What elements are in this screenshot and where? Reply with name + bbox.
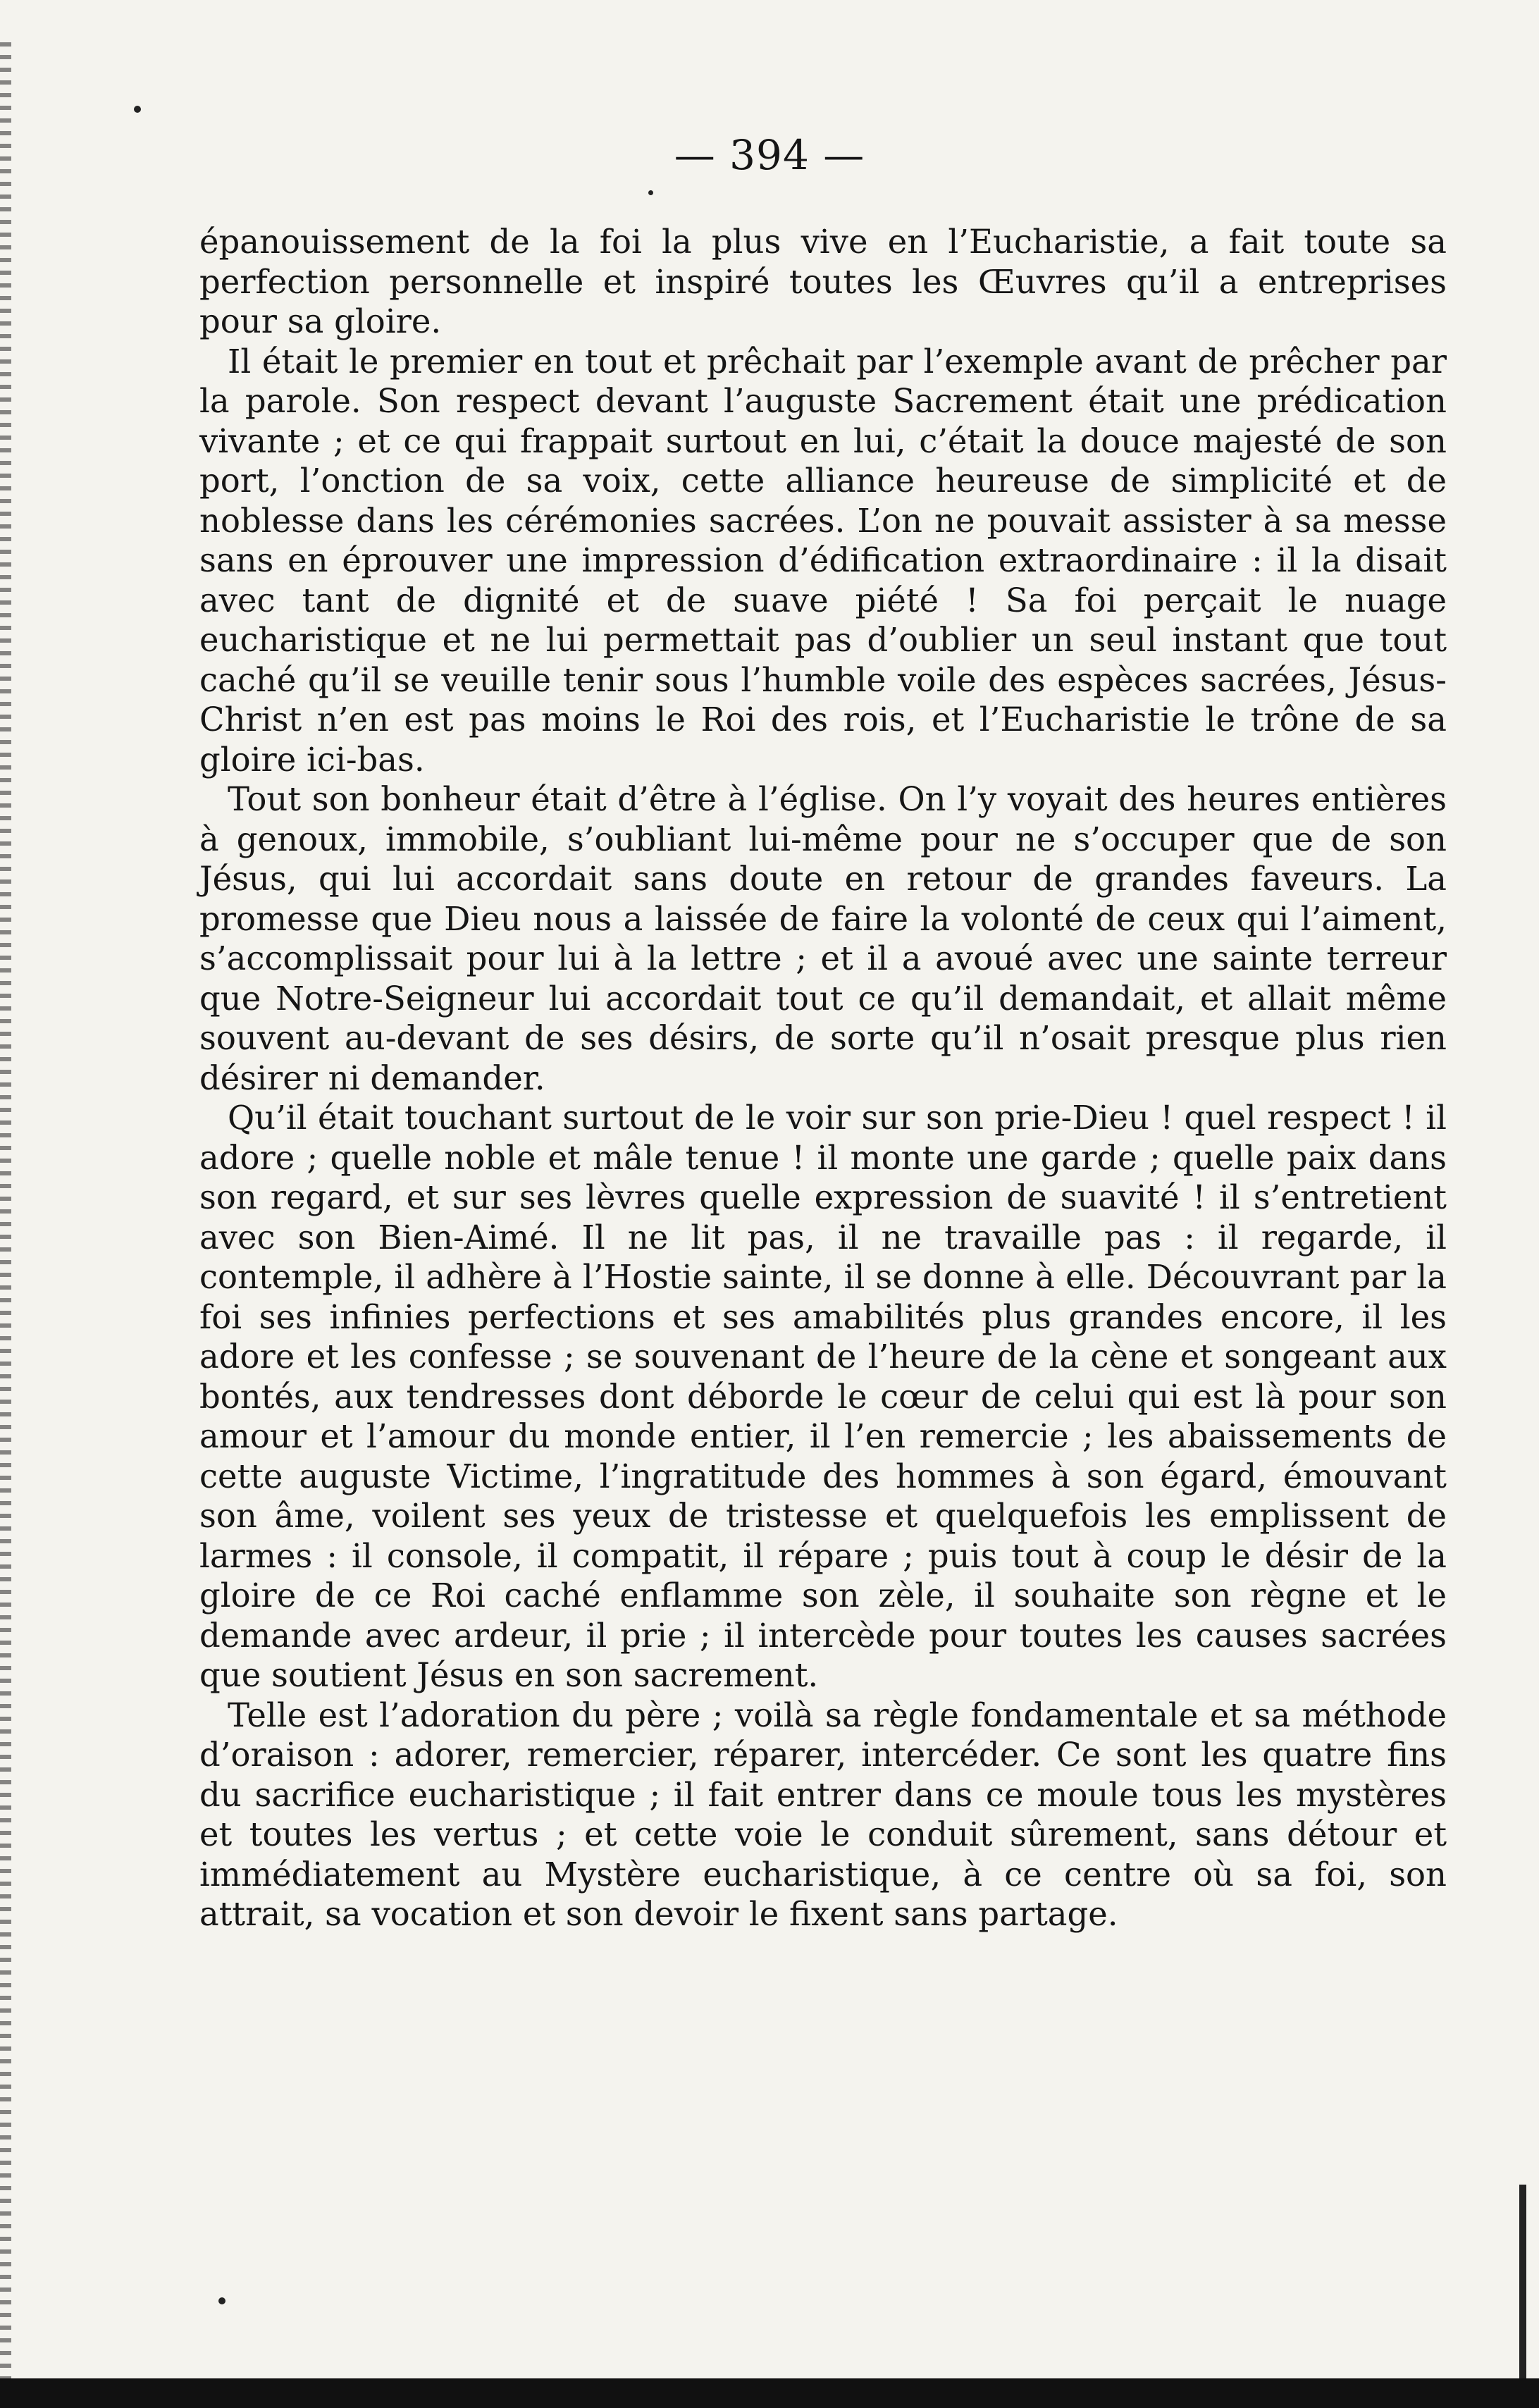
page-number: — 394 — [674,131,865,179]
paragraph: Tout son bonheur était d’être à l’église. On l’y voyait des heures entières à genoux, immobile, s’oubliant lui-même pour ne s’occuper que de son Jésus, qui lui accordait sans doute en retour de grandes faveurs. La promesse que Dieu nous a laissée de faire la volonté de ceux qui l’aiment, s’accomplissait pour lui à la lettre ; et il a avoué avec une sainte terreur que Notre-Seigneur lui accordait tout ce qu’il demandait, et allait même souvent au-devant de ses désirs, de sorte qu’il n’osait presque plus rien désirer ni demander. [199,780,1447,1097]
paragraph: Il était le premier en tout et prêchait par l’exemple avant de prêcher par la parole. Son respect devant l’auguste Sacrement était une prédication vivante ; et ce qui frappait surtout en lui, c’était la douce majesté de son port, l’onction de sa voix, cette alliance heureuse de simplicité et de noblesse dans les cérémonies sacrées. L’on ne pouvait assister à sa messe sans en éprouver une impression d’édification extraordinaire : il la disait avec tant de dignité et de suave piété ! Sa foi perçait le nuage eucharistique et ne lui permettait pas d’oublier un seul instant que tout caché qu’il se veuille tenir sous l’humble voile des espèces sacrées, Jésus-Christ n’en est pas moins le Roi des rois, et l’Eucharistie le trône de sa gloire ici-bas. [199,342,1447,779]
body-text [199,222,1447,1934]
speck-mark [648,190,653,195]
scan-left-edge [0,42,11,2389]
speck-mark [218,2297,225,2304]
scan-bottom-edge [0,2378,1539,2408]
scan-right-edge [1519,2185,1526,2378]
paragraph: Telle est l’adoration du père ; voilà sa règle fondamentale et sa méthode d’oraison : adorer, remercier, réparer, intercéder. Ce sont les quatre fins du sacrifice eucharistique ; il fait entrer dans ce moule tous les mystères et toutes les vertus ; et cette voie le conduit sûrement, sans détour et immédiatement au Mystère eucharistique, à ce centre où sa foi, son attrait, sa vocation et son devoir le fixent sans partage. [199,1696,1447,1933]
speck-mark [134,106,141,113]
paragraph: Qu’il était touchant surtout de le voir sur son prie-Dieu ! quel respect ! il adore ; quelle noble et mâle tenue ! il monte une garde ; quelle paix dans son regard, et sur ses lèvres quelle expression de suavité ! il s’entretient avec son Bien-Aimé. Il ne lit pas, il ne travaille pas : il regarde, il contemple, il adhère à l’Hostie sainte, il se donne à elle. Découvrant par la foi ses infinies perfections et ses amabilités plus grandes encore, il les adore et les confesse ; se souvenant de l’heure de la cène et songeant aux bontés, aux tendresses dont déborde le cœur de celui qui est là pour son amour et l’amour du monde entier, il l’en remercie ; les abaissements de cette auguste Victime, l’ingratitude des hommes à son égard, émouvant son âme, voilent ses yeux de tristesse et quelquefois les emplissent de larmes : il console, il compatit, il répare ; puis tout à coup le désir de la gloire de ce Roi caché enflamme son zèle, il souhaite son règne et le demande avec ardeur, il prie ; il intercède pour toutes les causes sacrées que soutient Jésus en son sacrement. [199,1099,1447,1694]
paragraph: épanouissement de la foi la plus vive en l’Eucharistie, a fait toute sa perfection personnelle et inspiré toutes les Œuvres qu’il a entreprises pour sa gloire. [199,223,1447,340]
